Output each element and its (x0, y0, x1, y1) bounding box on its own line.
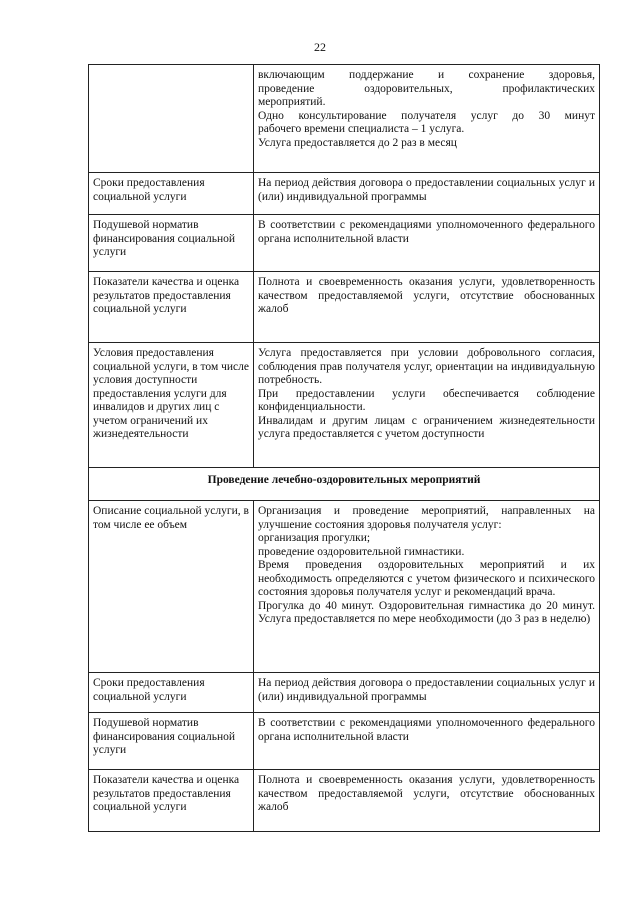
section-title: Проведение лечебно-оздоровительных мероприятий (89, 468, 600, 501)
row-value: На период действия договора о предоставлении социальных услуг и (или) индивидуальной программы (254, 673, 600, 713)
page-number: 22 (314, 40, 326, 54)
text-line: Одно консультирование получателя услуг до 30 минут (258, 109, 595, 122)
row-label: Условия предоставления социальной услуги, в том числе условия доступности предоставления услуги для инвалидов и других лиц с учетом ограничений их жизнедеятельности (89, 343, 254, 468)
row-label: Сроки предоставления социальной услуги (89, 673, 254, 713)
table-row (89, 501, 600, 673)
row-value: Полнота и своевременность оказания услуги, удовлетворенность качеством предоставляемой услуги, отсутствие обоснованных жалоб (254, 770, 600, 832)
text-paragraph: При предоставлении услуги обеспечивается соблюдение конфиденциальности. (258, 387, 595, 413)
row-value: В соответствии с рекомендациями уполномоченного федерального органа исполнительной власти (254, 713, 600, 770)
text-paragraph: проведение оздоровительной гимнастики. (258, 545, 465, 558)
row-label: Описание социальной услуги, в том числе ее объем (89, 501, 254, 673)
row-label: Показатели качества и оценка результатов предоставления социальной услуги (89, 770, 254, 832)
section-header-row (89, 468, 600, 501)
text-line: Услуга предоставляется до 2 раз в месяц (258, 136, 457, 149)
row-label: Показатели качества и оценка результатов предоставления социальной услуги (89, 272, 254, 343)
row-value: На период действия договора о предоставлении социальных услуг и (или) индивидуальной программы (254, 173, 600, 215)
text-line: рабочего времени специалиста – 1 услуга. (258, 123, 465, 135)
row-label: Сроки предоставления социальной услуги (89, 173, 254, 215)
text-paragraph: организация прогулки; (258, 532, 371, 544)
row-value (254, 343, 600, 468)
table-row (89, 173, 600, 215)
table-row (89, 713, 600, 770)
text-paragraph: Прогулка до 40 минут. Оздоровительная гимнастика до 20 минут. Услуга предоставляется по мере необходимости (до 3 раз в неделю) (258, 599, 595, 625)
table-row (89, 673, 600, 713)
table-row (89, 272, 600, 343)
table-row (89, 65, 600, 173)
row-value: В соответствии с рекомендациями уполномоченного федерального органа исполнительной власти (254, 215, 600, 272)
text-paragraph: Организация и проведение мероприятий, направленных на улучшение состояния здоровья получателя услуг: (258, 505, 595, 531)
text-paragraph: Услуга предоставляется при условии добровольного согласия, соблюдения прав получателя услуг, ориентации на индивидуальную потребность. (258, 347, 595, 386)
text-line: включающим поддержание и сохранение здоровья, (258, 69, 595, 81)
row-value (254, 501, 600, 673)
table-row (89, 770, 600, 832)
text-paragraph: Время проведения оздоровительных мероприятий и их необходимость определяются с учетом физического и психического состояния здоровья получателя услуг и рекомендаций врача. (258, 559, 595, 598)
text-line: проведение оздоровительных, профилактических (258, 82, 595, 95)
table-row (89, 343, 600, 468)
row-label: Подушевой норматив финансирования социальной услуги (89, 215, 254, 272)
text-line: мероприятий. (258, 96, 326, 108)
service-table (88, 64, 600, 832)
row-label: Подушевой норматив финансирования социальной услуги (89, 713, 254, 770)
row-value: Полнота и своевременность оказания услуги, удовлетворенность качеством предоставляемой услуги, отсутствие обоснованных жалоб (254, 272, 600, 343)
text-paragraph: Инвалидам и другим лицам с ограничением жизнедеятельности услуга предоставляется с учетом доступности (258, 414, 595, 440)
row-value (254, 65, 600, 173)
table-row (89, 215, 600, 272)
row-label (89, 65, 254, 173)
